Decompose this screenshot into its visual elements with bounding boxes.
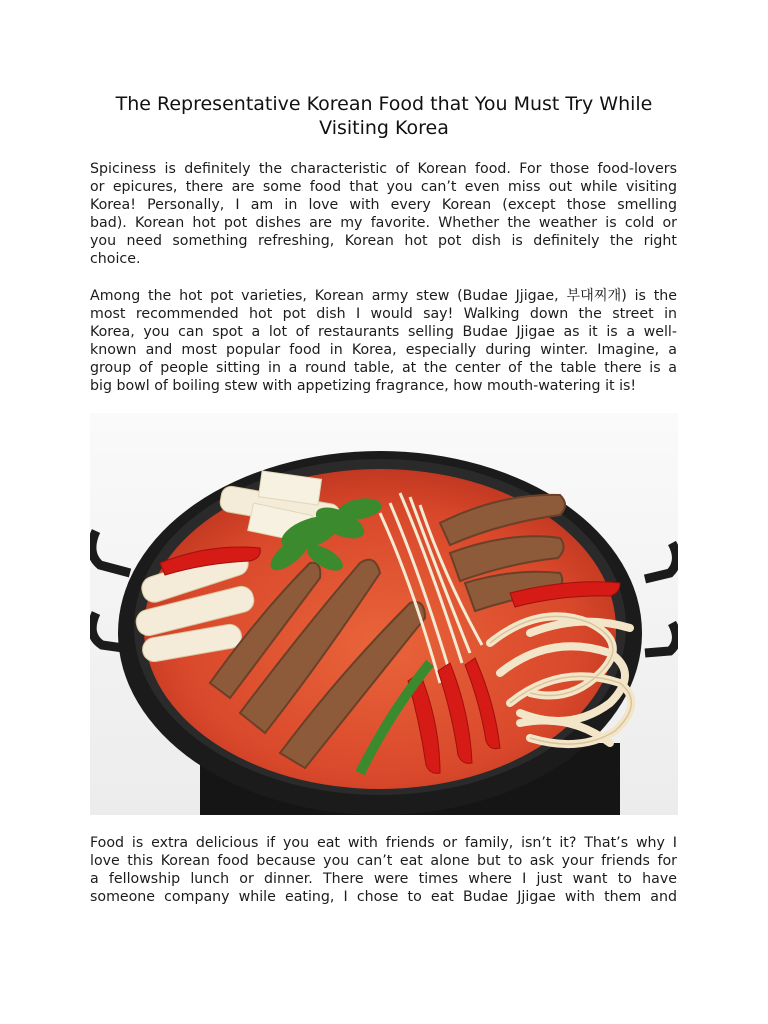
paragraph-intro [90, 160, 677, 268]
text-line: a fellowship lunch or dinner. There were times where I just want to have [90, 871, 677, 887]
text-line: love this Korean food because you can’t eat alone but to ask your friends for [90, 853, 677, 869]
text-line: most recommended hot pot dish I would say! Walking down the street in [90, 306, 677, 322]
budae-jjigae-illustration [90, 413, 678, 815]
paragraph-army-stew [90, 287, 677, 395]
text-line: Food is extra delicious if you eat with friends or family, isn’t it? That’s why I [90, 835, 677, 851]
text-line: or epicures, there are some food that you can’t even miss out while visiting [90, 179, 677, 195]
title-line: The Representative Korean Food that You Must Try While [115, 93, 653, 115]
text-line: Korea! Personally, I am in love with every Korean (except those smelling [90, 197, 677, 213]
text-line: Among the hot pot varieties, Korean army stew (Budae Jjigae, 부대찌개) is the [90, 288, 677, 304]
text-line: big bowl of boiling stew with appetizing fragrance, how mouth-watering it is! [90, 378, 637, 394]
text-line: Korea, you can spot a lot of restaurants selling Budae Jjigae as it is a well- [90, 324, 677, 340]
text-line: Spiciness is definitely the characteristic of Korean food. For those food-lovers [90, 161, 677, 177]
text-line: known and most popular food in Korea, especially during winter. Imagine, a [90, 342, 677, 358]
text-line: group of people sitting in a round table, at the center of the table there is a [90, 360, 677, 376]
text-line: you need something refreshing, Korean hot pot dish is definitely the right [90, 233, 677, 249]
hot-pot-photo [90, 413, 678, 815]
article-title [90, 92, 678, 140]
text-line: someone company while eating, I chose to eat Budae Jjigae with them and [90, 889, 677, 905]
paragraph-sharing [90, 834, 677, 906]
text-line: bad). Korean hot pot dishes are my favorite. Whether the weather is cold or [90, 215, 677, 231]
title-line: Visiting Korea [319, 117, 449, 139]
text-line: choice. [90, 251, 141, 267]
